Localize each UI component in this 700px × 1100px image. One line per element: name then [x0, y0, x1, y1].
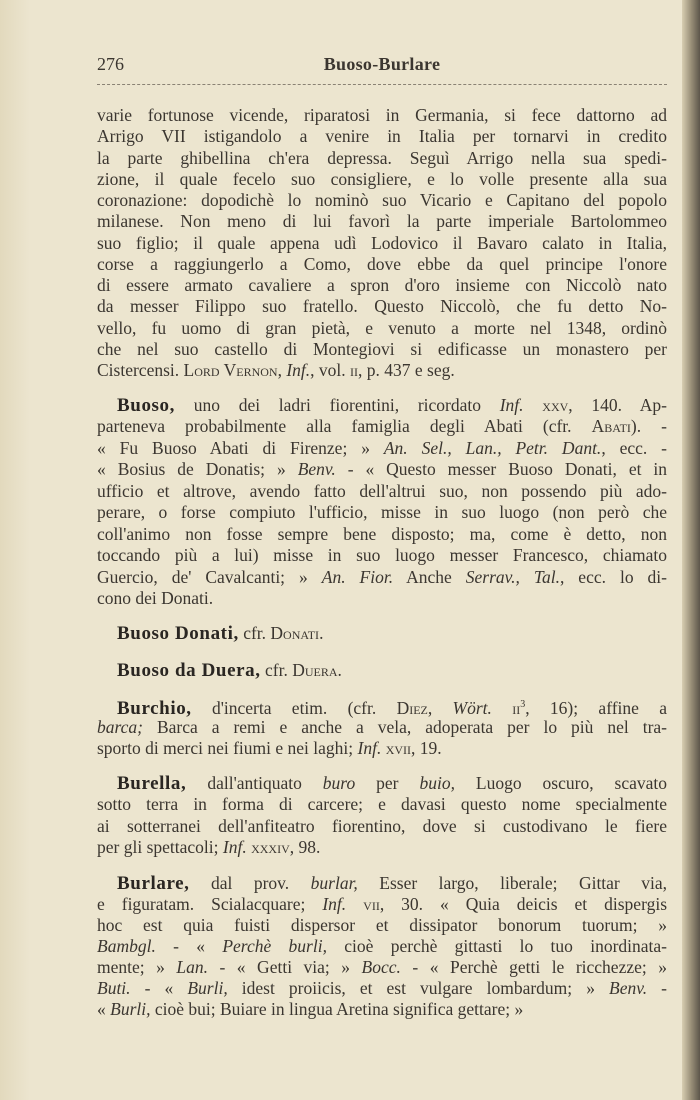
text-run: cono dei Donati. [97, 588, 214, 609]
text-run: sotto terra in forma di carcere; e davasi questo nome specialmente [97, 794, 667, 815]
text-line [97, 148, 667, 168]
text-run: idest proiicis, et est vulgare lombardum; » [227, 978, 610, 998]
headword: Burella, [117, 773, 187, 794]
superscript: 3 [520, 699, 526, 710]
text-line [97, 545, 667, 565]
text-run: , 98. [289, 836, 321, 857]
text-line [97, 816, 667, 836]
text-run: , [427, 697, 453, 718]
text-run: Guercio, de' Cavalcanti; » [97, 566, 322, 587]
text-run: , [277, 360, 287, 380]
text-run: « [97, 999, 111, 1019]
small-caps-text: vii [363, 894, 380, 914]
small-caps-text: Diez [396, 697, 428, 718]
text-line [97, 502, 667, 522]
text-line [97, 717, 667, 737]
text-line [117, 660, 667, 681]
italic-citation: An. Sel., Lan., Petr. Dant. [383, 437, 602, 458]
text-run: per [355, 773, 420, 793]
text-run: - [647, 978, 667, 998]
italic-citation: Perchè burli, [222, 936, 327, 956]
text-line [97, 318, 667, 338]
text-run: - « [130, 978, 188, 998]
italic-citation: Benv. [609, 978, 648, 998]
small-caps-text: xxv [542, 395, 569, 415]
text-run: - « Questo messer Buoso Donati, et in [335, 459, 667, 480]
text-run: , 16); affine a [525, 697, 667, 718]
text-line [97, 524, 667, 544]
book-page-edge [682, 0, 700, 1100]
text-run: milanese. Non meno di lui favorì la parte imperiale Bartolommeo [97, 211, 667, 232]
small-caps-text: xvii [385, 738, 412, 758]
italic-citation: Inf. [357, 738, 382, 758]
text-run: zione, il quale fecelo suo consigliere, e lo volle presente alla sua [97, 168, 667, 189]
text-run: cioè perchè gittasti lo tuo inordinata- [326, 936, 667, 956]
text-line [97, 978, 667, 998]
text-line [97, 588, 667, 608]
text-run: Esser largo, liberale; Gittar via, [357, 873, 667, 893]
text-line [117, 623, 667, 644]
text-run: vello, fu uomo di gran pietà, e venuto a morte nel 1348, ordinò [97, 317, 667, 338]
text-line [97, 296, 667, 316]
small-caps-text: ii [512, 697, 521, 718]
italic-citation: Wört. [452, 697, 492, 718]
small-caps-text: Duera [292, 660, 338, 680]
italic-citation: An. Fior. [321, 566, 394, 587]
text-run: cioè bui; Buiare in lingua Aretina significa gettare; » [150, 999, 524, 1019]
text-run: perare, o forse compiuto l'ufficio, misse in suo luogo (non però che [97, 502, 667, 523]
text-run: suo figlio; il quale appena udì Lodovico il Bavaro calato in Italia, [97, 232, 667, 253]
text-line [97, 254, 667, 274]
running-title: Buoso-Burlare [323, 54, 441, 74]
text-line [97, 275, 667, 295]
text-run: , ecc. - [601, 437, 667, 458]
text-run: Cistercensi. [97, 360, 184, 380]
text-run: coronazione: dopodichè lo nominò suo Vicario e Capitano del popolo [97, 190, 667, 210]
italic-citation: barca; [97, 716, 144, 737]
italic-citation: Bambgl. [97, 936, 156, 956]
text-line [97, 126, 667, 146]
text-run: « Bosius de Donatis; » [97, 459, 298, 480]
text-line [97, 738, 667, 758]
text-line [97, 169, 667, 189]
text-run: d'incerta etim. (cfr. [191, 697, 397, 718]
text-run: per gli spettacoli; [97, 836, 223, 857]
text-line [97, 915, 667, 935]
text-run: Arrigo VII istigandolo a venire in Italia per tornarvi in credito [97, 126, 667, 147]
text-run: . [319, 623, 324, 643]
italic-citation: burlar, [310, 873, 358, 893]
text-run: « Fu Buoso Abati di Firenze; » [97, 437, 384, 458]
header-rule [97, 84, 667, 85]
text-line [97, 190, 667, 210]
small-caps-text: ii [350, 360, 359, 380]
italic-citation: buro [322, 773, 356, 793]
text-run: corse a raggiungerlo a Como, dove ebbe da quel principe l'onore [97, 253, 667, 274]
text-run: - « Perchè getti le ricchezze; » [400, 957, 667, 977]
headword: Burlare, [117, 873, 190, 894]
text-run [346, 894, 363, 914]
text-line [97, 794, 667, 814]
text-line [117, 395, 667, 416]
text-run: varie fortunose vicende, riparatosi in Germania, si fece dattorno ad [97, 105, 667, 125]
text-run: la parte ghibellina ch'era depressa. Seguì Arrigo nella sua spedi- [97, 147, 667, 168]
text-run: cfr. [238, 623, 271, 643]
text-run: toccando più a lui) misse in suo luogo messer Francesco, chiamato [97, 545, 667, 566]
text-line [97, 339, 667, 359]
italic-citation: Inf. [322, 894, 347, 914]
text-run: coll'animo non fosse sempre bene disposto; ma, come è detto, non [97, 523, 667, 544]
text-run: , vol. [310, 360, 351, 380]
text-run: Luogo oscuro, scavato [454, 773, 668, 793]
italic-citation: Burli, [187, 978, 228, 998]
text-run: che nel suo castello di Montegiovi si edificasse un monastero per [97, 338, 667, 359]
headword: Burchio, [117, 697, 192, 719]
text-line [97, 837, 667, 857]
italic-citation: Inf. [222, 836, 247, 857]
text-line [97, 459, 667, 479]
text-line [97, 894, 667, 914]
text-line [97, 105, 667, 125]
italic-citation: Bocc. [361, 957, 401, 977]
headword: Buoso Donati, [117, 623, 239, 644]
text-run: Anche [393, 566, 466, 587]
small-caps-text: xxxiv [251, 836, 290, 857]
text-run: - « Getti via; » [207, 957, 362, 977]
running-header [97, 54, 667, 80]
page-left-shadow [0, 0, 30, 1100]
text-run: - « [155, 936, 223, 956]
italic-citation: buio, [419, 773, 455, 793]
headword: Buoso da Duera, [117, 660, 261, 681]
text-line [97, 211, 667, 231]
text-line [97, 957, 667, 977]
italic-citation: Inf. [499, 395, 524, 415]
text-line [117, 873, 667, 894]
italic-citation: Inf. [286, 360, 311, 380]
text-line [97, 438, 667, 458]
text-run: uno dei ladri fiorentini, ricordato [174, 395, 500, 415]
text-line [117, 773, 667, 794]
page-number: 276 [97, 54, 124, 74]
text-run: parteneva probabilmente alla famiglia degli Abati (cfr. [97, 416, 592, 437]
italic-citation: Benv. [297, 459, 336, 480]
italic-citation: Serrav., Tal. [465, 566, 560, 587]
text-line [97, 567, 667, 587]
text-run: ). - [630, 416, 667, 437]
text-line [97, 936, 667, 956]
text-run: , p. 437 e seg. [358, 360, 455, 380]
text-line [97, 233, 667, 253]
text-run: dal prov. [189, 873, 311, 893]
small-caps-text: Lord Vernon [183, 360, 278, 380]
small-caps-text: Abati [591, 416, 631, 437]
text-line [97, 416, 667, 436]
text-run: , 140. Ap- [568, 395, 668, 415]
italic-citation: Buti. [97, 978, 131, 998]
text-line [97, 481, 667, 501]
text-run: dall'antiquato [186, 773, 323, 793]
text-run [492, 698, 512, 718]
text-line [97, 360, 667, 380]
italic-citation: Burli, [110, 999, 151, 1019]
text-run: di essere armato cavaliere a spron d'oro insieme con Niccolò nato [97, 275, 667, 295]
small-caps-text: Donati [270, 623, 320, 643]
text-line [117, 695, 667, 719]
text-run: . [337, 660, 342, 680]
text-run: da messer Filippo suo fratello. Questo Niccolò, che fu detto No- [97, 296, 667, 317]
text-run: hoc est quia fuisti dispersor et dissipator bonorum tuorum; » [97, 915, 667, 935]
text-run: cfr. [260, 660, 293, 680]
text-run [524, 395, 543, 415]
text-run: ai sotterranei dell'anfiteatro fiorentino, dove si custodivano le fiere [97, 815, 667, 836]
text-run: Barca a remi e anche a vela, adoperata per lo più nel tra- [143, 716, 667, 737]
text-run: , ecc. lo di- [559, 566, 667, 587]
text-run: ufficio et altrove, avendo fatto dell'altrui suo, non possendo più ado- [97, 480, 667, 501]
headword: Buoso, [117, 395, 175, 416]
text-run: mente; » [97, 957, 177, 977]
text-line [97, 999, 667, 1019]
text-run: , 30. « Quia deicis et dispergis [379, 894, 668, 914]
text-run: , 19. [411, 738, 442, 758]
text-run: sporto di merci nei fiumi e nei laghi; [97, 738, 358, 758]
text-run: e figuratam. Scialacquare; [97, 894, 323, 914]
italic-citation: Lan. [176, 957, 208, 977]
